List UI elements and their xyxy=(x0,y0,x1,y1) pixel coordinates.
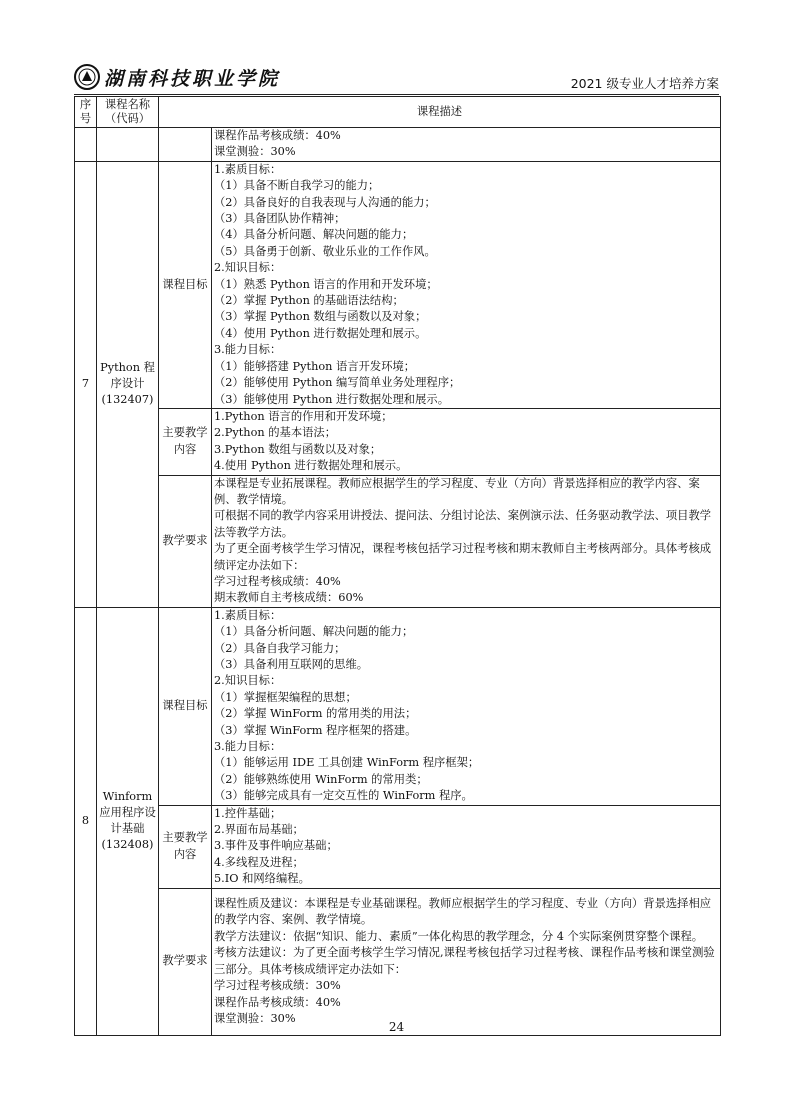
desc-line: 1.控件基础； xyxy=(214,806,282,820)
table-row xyxy=(75,888,721,1035)
section-label: 教学要求 xyxy=(159,475,212,607)
desc-line: 3.能力目标： xyxy=(214,740,282,754)
school-name: 湖南科技职业学院 xyxy=(104,67,281,90)
desc-line: 课程性质及建议：本课程是专业基础课程。教师应根据学生的学习程度、专业（方向）背景选择相应的教学内容、案例、教学情境。 xyxy=(214,897,712,927)
desc-line: （3）具备团队协作精神； xyxy=(214,212,346,226)
desc-line: （1）具备分析问题、解决问题的能力； xyxy=(214,625,414,639)
header-description: 课程描述 xyxy=(159,97,721,128)
desc-line: 4.使用 Python 进行数据处理和展示。 xyxy=(214,459,408,473)
desc-line: 5.IO 和网络编程。 xyxy=(214,872,310,886)
desc-line: （2）能够熟练使用 WinForm 的常用类； xyxy=(214,772,428,786)
section-label: 课程目标 xyxy=(159,161,212,408)
desc-line: （2）具备良好的自我表现与人沟通的能力； xyxy=(214,195,436,209)
desc-line: （1）能够搭建 Python 语言开发环境； xyxy=(214,359,416,373)
section-content xyxy=(212,475,721,607)
table-header-row xyxy=(75,97,721,128)
desc-line: 2.Python 的基本语法； xyxy=(214,426,337,440)
desc-line: 考核方法建议：为了更全面考核学生学习情况,课程考核包括学习过程考核、课程作品考核和课堂测验三部分。具体考核成绩评定办法如下： xyxy=(214,946,715,976)
desc-line: （3）能够使用 Python 进行数据处理和展示。 xyxy=(214,392,449,406)
section-label: 课程目标 xyxy=(159,607,212,805)
desc-line: 2.知识目标： xyxy=(214,261,282,275)
desc-line: 1.Python 语言的作用和开发环境； xyxy=(214,409,393,423)
desc-line: 3.能力目标： xyxy=(214,343,282,357)
school-logo xyxy=(74,62,280,92)
desc-line: 课堂测验：30% xyxy=(214,1011,296,1025)
table-row xyxy=(75,408,721,475)
row-number: 8 xyxy=(75,607,97,1035)
desc-line: （1）掌握框架编程的思想； xyxy=(214,690,357,704)
desc-line: 1.素质目标： xyxy=(214,608,282,622)
table-row xyxy=(75,805,721,888)
continued-description xyxy=(212,128,721,162)
desc-line: （2）具备自我学习能力； xyxy=(214,641,346,655)
course-code: (132408) xyxy=(101,838,154,852)
desc-line: （4）使用 Python 进行数据处理和展示。 xyxy=(214,326,427,340)
desc-line: 教学方法建议：依据“知识、能力、素质”一体化构思的教学理念，分 4 个实际案例贯穿整个课程。 xyxy=(214,929,704,943)
desc-line: （1）能够运用 IDE 工具创建 WinForm 程序框架； xyxy=(214,756,480,770)
desc-line: 课程作品考核成绩：40% xyxy=(214,995,341,1009)
course-name-cell xyxy=(97,161,159,607)
course-code: (132407) xyxy=(101,393,154,407)
course-table xyxy=(74,96,721,1036)
table-row xyxy=(75,475,721,607)
section-content xyxy=(212,161,721,408)
table-row xyxy=(75,607,721,805)
desc-line: 本课程是专业拓展课程。教师应根据学生的学习程度、专业（方向）背景选择相应的教学内容、案例、教学情境。 xyxy=(214,476,700,506)
desc-line: 可根据不同的教学内容采用讲授法、提问法、分组讨论法、案例演示法、任务驱动教学法、项目教学法等教学方法。 xyxy=(214,509,712,539)
desc-line: 学习过程考核成绩：40% xyxy=(214,574,341,588)
section-content xyxy=(212,805,721,888)
page-number: 24 xyxy=(388,1020,405,1034)
page-header xyxy=(74,62,719,95)
desc-line: （3）掌握 WinForm 程序框架的搭建。 xyxy=(214,723,417,737)
course-name-cell xyxy=(97,607,159,1035)
school-seal-icon xyxy=(74,64,100,90)
desc-line: 3.Python 数组与函数以及对象； xyxy=(214,442,382,456)
header-no: 序号 xyxy=(75,97,97,128)
desc-line: （2）能够使用 Python 编写简单业务处理程序； xyxy=(214,376,461,390)
course-name: Winform 应用程序设计基础 xyxy=(99,790,156,836)
desc-line: （1）熟悉 Python 语言的作用和开发环境； xyxy=(214,277,438,291)
header-course-name: 课程名称（代码） xyxy=(97,97,159,128)
desc-line: （2）掌握 WinForm 的常用类的用法； xyxy=(214,707,417,721)
section-label: 主要教学内容 xyxy=(159,408,212,475)
table-row-continued xyxy=(75,128,721,162)
desc-line: 2.知识目标： xyxy=(214,674,282,688)
desc-line: 4.多线程及进程； xyxy=(214,855,304,869)
desc-line: 期末教师自主考核成绩：60% xyxy=(214,591,364,605)
row-number: 7 xyxy=(75,161,97,607)
desc-line: 3.事件及事件响应基础； xyxy=(214,839,338,853)
section-label: 教学要求 xyxy=(159,888,212,1035)
desc-line: 学习过程考核成绩：30% xyxy=(214,979,341,993)
desc-line: 为了更全面考核学生学习情况，课程考核包括学习过程考核和期末教师自主考核两部分。具体考核成绩评定办法如下： xyxy=(214,542,712,572)
desc-line: 课堂测验：30% xyxy=(214,145,296,159)
document-title: 2021 级专业人才培养方案 xyxy=(570,76,719,91)
desc-line: （5）具备勇于创新、敬业乐业的工作作风。 xyxy=(214,244,436,258)
desc-line: （4）具备分析问题、解决问题的能力； xyxy=(214,228,414,242)
desc-line: （2）掌握 Python 的基础语法结构； xyxy=(214,294,404,308)
desc-line: 1.素质目标： xyxy=(214,162,282,176)
desc-line: 课程作品考核成绩：40% xyxy=(214,129,341,142)
desc-line: （3）具备利用互联网的思维。 xyxy=(214,658,369,671)
section-content xyxy=(212,408,721,475)
table-row xyxy=(75,161,721,408)
section-content xyxy=(212,607,721,805)
desc-line: 2.界面布局基础； xyxy=(214,823,304,837)
desc-line: （1）具备不断自我学习的能力； xyxy=(214,179,380,193)
desc-line: （3）能够完成具有一定交互性的 WinForm 程序。 xyxy=(214,789,473,803)
course-name: Python 程序设计 xyxy=(100,361,155,391)
desc-line: （3）掌握 Python 数组与函数以及对象； xyxy=(214,310,427,324)
section-label: 主要教学内容 xyxy=(159,805,212,888)
section-content xyxy=(212,888,721,1035)
